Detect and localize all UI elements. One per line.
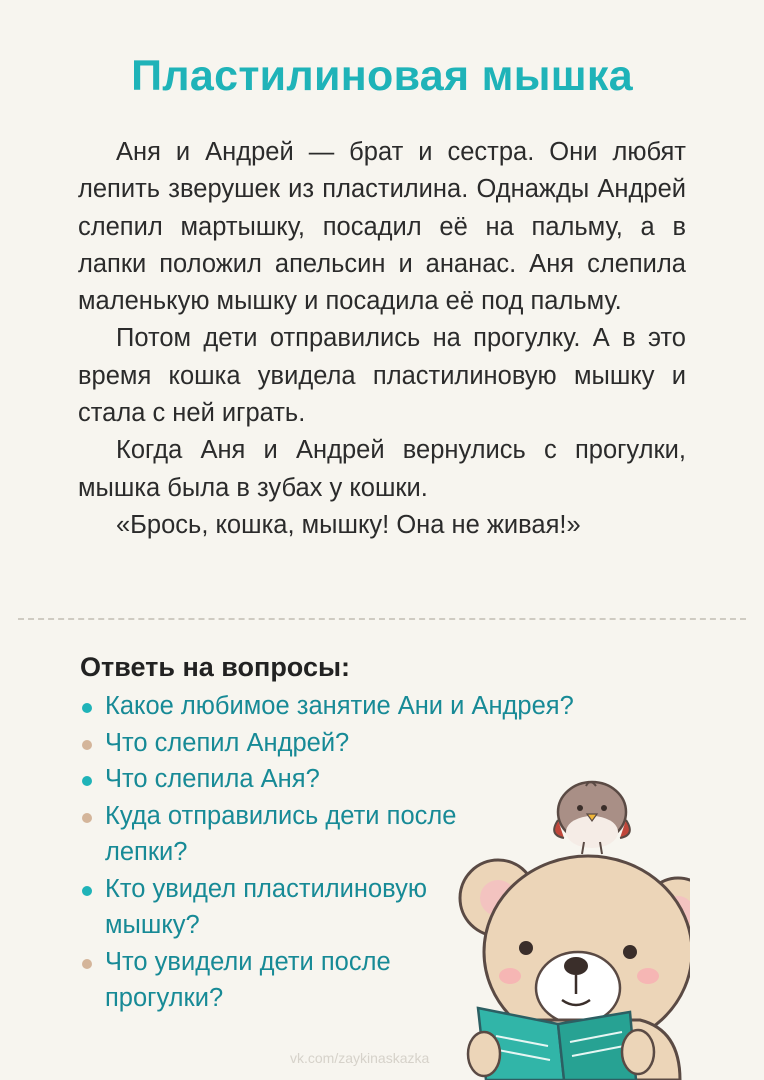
story-paragraph: Когда Аня и Андрей вернулись с прогулки, мышка была в зубах у кошки. bbox=[78, 436, 686, 502]
bullet-icon bbox=[82, 813, 92, 823]
bullet-icon bbox=[82, 703, 92, 713]
question-text: Что увидели дети после прогулки? bbox=[105, 947, 391, 1012]
questions-heading: Ответь на вопросы: bbox=[80, 652, 351, 682]
watermark: vk.com/zaykinaskazka bbox=[290, 1050, 430, 1066]
bullet-icon bbox=[82, 776, 92, 786]
question-text: Что слепила Аня? bbox=[105, 765, 320, 793]
question-text: Что слепил Андрей? bbox=[105, 728, 350, 757]
bear-reading-book-with-bird-icon bbox=[440, 780, 690, 1080]
bullet-icon bbox=[82, 740, 92, 750]
story-paragraph: Потом дети отправились на прогулку. А в это время кошка увидела пластилиновую мышку и стала с ней играть. bbox=[78, 324, 686, 428]
bullet-icon bbox=[82, 959, 92, 969]
story-text bbox=[78, 134, 686, 544]
question-item bbox=[80, 688, 700, 725]
question-text: Какое любимое занятие Ани и Андрея? bbox=[105, 692, 574, 720]
question-item bbox=[80, 725, 700, 762]
story-paragraph: «Брось, кошка, мышку! Она не живая!» bbox=[116, 510, 581, 539]
story-paragraph: Аня и Андрей — брат и сестра. Они любят лепить зверушек из пластилина. Однажды Андрей слепил мартышку, посадил её на пальму, а в лапки положил апельсин и ананас. Аня слепила маленькую мышку и посадила её под пальму. bbox=[78, 138, 686, 316]
page-title: Пластилиновая мышка bbox=[131, 52, 633, 100]
bird-icon bbox=[554, 782, 630, 854]
question-text: Куда отправились дети после лепки? bbox=[105, 801, 457, 866]
bullet-icon bbox=[82, 886, 92, 896]
dashed-divider bbox=[18, 618, 746, 620]
question-text: Кто увидел пластилиновую мышку? bbox=[105, 874, 428, 939]
